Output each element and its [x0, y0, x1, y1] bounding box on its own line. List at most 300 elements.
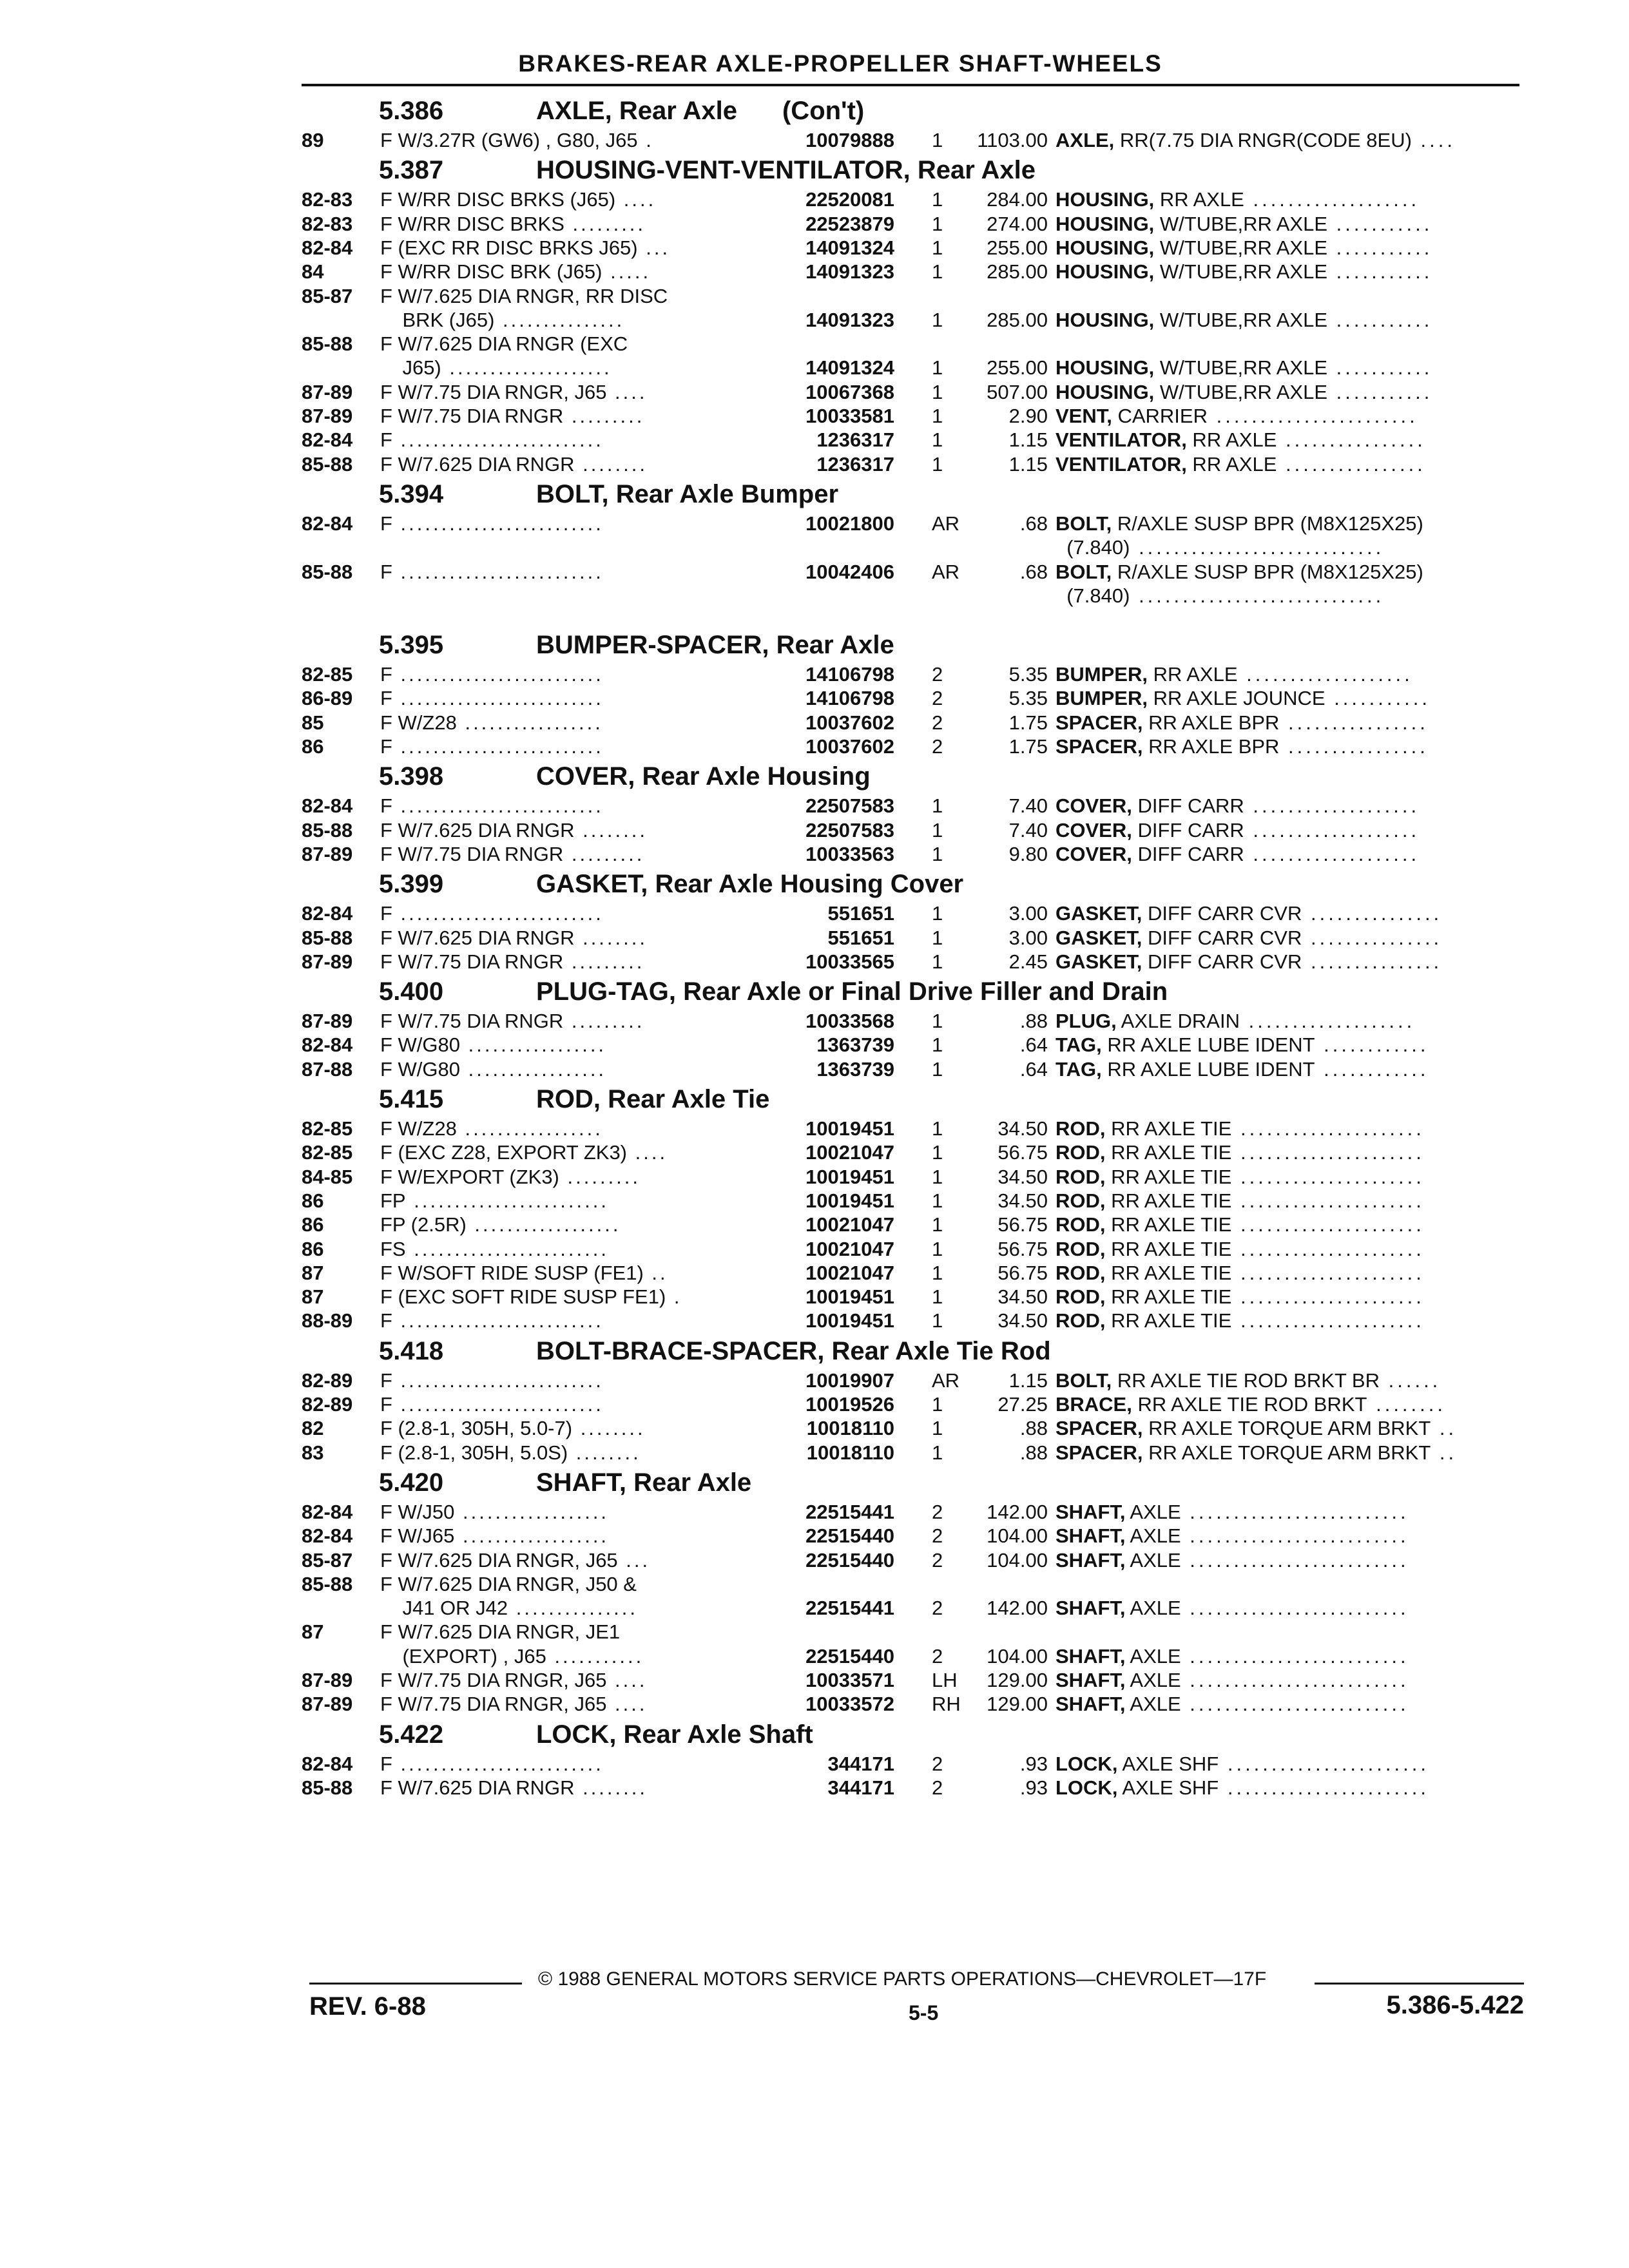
part-number: 22523879 [805, 212, 894, 235]
leader-dots: ............................ [1130, 536, 1385, 559]
part-number: 22515440 [805, 1548, 894, 1571]
model-years: 82-84 [302, 902, 353, 925]
parts-row [302, 711, 1526, 735]
application [380, 332, 1025, 356]
part-description [1055, 843, 1519, 866]
section-number: 5.415 [379, 1085, 444, 1113]
leader-dots: ......................... [1181, 1548, 1409, 1571]
parts-row [302, 663, 1526, 687]
leader-dots: ......................... [392, 512, 604, 535]
part-noun: COVER, [1055, 842, 1132, 865]
list-price: 1.15 [1008, 1369, 1048, 1392]
application [380, 381, 1025, 404]
quantity: 1 [932, 188, 943, 211]
quantity: 1 [932, 1393, 943, 1416]
application-text: F (2.8-1, 305H, 5.0-7) [380, 1417, 573, 1440]
parts-row [302, 819, 1526, 843]
leader-dots: ................... [1244, 842, 1420, 865]
list-price: 7.40 [1008, 794, 1048, 818]
leader-dots: ......................... [1181, 1524, 1409, 1548]
list-price: 1.75 [1008, 735, 1048, 758]
section-number: 5.400 [379, 977, 444, 1006]
leader-dots: ................... [1239, 1010, 1416, 1033]
quantity: 2 [932, 1548, 943, 1571]
parts-row [302, 902, 1526, 926]
part-modifier: W/TUBE,RR AXLE [1154, 308, 1328, 331]
list-price: 104.00 [987, 1548, 1048, 1571]
application [380, 405, 1025, 428]
application [380, 1213, 1025, 1236]
part-noun: HOUSING, [1055, 380, 1155, 403]
part-number: 10033563 [805, 842, 894, 865]
parts-row [302, 236, 1526, 260]
application-text: F W/RR DISC BRKS (J65) [380, 188, 616, 211]
quantity: 2 [932, 663, 943, 686]
application [380, 1645, 1025, 1668]
list-price: 34.50 [998, 1165, 1048, 1188]
leader-dots: ................. [456, 1117, 603, 1140]
part-description [1055, 428, 1519, 452]
part-description [1055, 1010, 1519, 1033]
part-description [1055, 1117, 1519, 1140]
application [380, 285, 1025, 308]
model-years: 87-88 [302, 1057, 353, 1081]
quantity: 2 [932, 1500, 943, 1523]
part-modifier: AXLE [1125, 1548, 1181, 1571]
list-price: 284.00 [987, 188, 1048, 211]
quantity: LH [932, 1669, 958, 1691]
part-noun: ROD, [1055, 1165, 1106, 1188]
list-price: 142.00 [987, 1597, 1048, 1620]
leader-dots: ................. [460, 1033, 607, 1057]
parts-row [302, 309, 1526, 332]
application-text: J65) [380, 356, 441, 380]
leader-dots: ......................... [1181, 1693, 1409, 1716]
quantity: 1 [932, 1189, 943, 1212]
application-text: F W/EXPORT (ZK3) [380, 1165, 559, 1188]
part-number: 14091323 [805, 260, 894, 284]
part-number: 1363739 [816, 1057, 894, 1081]
part-noun: COVER, [1055, 794, 1132, 818]
list-price: .68 [1019, 512, 1048, 535]
part-number: 10037602 [805, 711, 894, 734]
model-years: 82-85 [302, 1141, 353, 1164]
model-years: 82-84 [302, 1500, 353, 1523]
leader-dots: ......................... [392, 794, 604, 818]
application-text: F W/7.625 DIA RNGR, JE1 [380, 1620, 621, 1644]
leader-dots: .. [1431, 1417, 1458, 1440]
part-number: 14106798 [805, 663, 894, 686]
list-price: 142.00 [987, 1500, 1048, 1523]
leader-dots: ..................... [1231, 1285, 1425, 1309]
part-noun: HOUSING, [1055, 212, 1155, 235]
part-number: 14091324 [805, 236, 894, 259]
footer-rule-left [309, 1983, 522, 1984]
part-number: 10019907 [805, 1369, 894, 1392]
section-heading [379, 1720, 813, 1749]
part-number: 14091324 [805, 356, 894, 380]
parts-row [302, 843, 1526, 867]
footer-page-number: 5-5 [909, 2001, 939, 2024]
application [380, 687, 1025, 710]
leader-dots: ............... [508, 1597, 638, 1620]
section-title: SHAFT, Rear Axle [536, 1468, 752, 1497]
parts-row [302, 1238, 1526, 1262]
part-modifier: RR AXLE TIE [1105, 1261, 1232, 1284]
leader-dots: .... [627, 1141, 668, 1164]
footer-revision: REV. 6-88 [309, 1992, 426, 2021]
quantity: 2 [932, 1776, 943, 1799]
model-years: 87-89 [302, 1669, 353, 1691]
section-number: 5.386 [379, 97, 444, 125]
part-description [1055, 1524, 1519, 1548]
model-years: 84 [302, 260, 324, 284]
list-price: 56.75 [998, 1237, 1048, 1260]
list-price: 2.45 [1008, 950, 1048, 973]
leader-dots: .. [1431, 1441, 1458, 1464]
part-noun: ROD, [1055, 1237, 1106, 1260]
part-number: 10042406 [805, 560, 894, 583]
parts-row [302, 536, 1526, 560]
model-years: 82-84 [302, 428, 353, 452]
part-modifier: RR(7.75 DIA RNGR(CODE 8EU) [1114, 129, 1412, 151]
part-number: 10019526 [805, 1393, 894, 1416]
part-number: 14106798 [805, 687, 894, 710]
application [380, 1033, 1025, 1057]
section-title: ROD, Rear Axle Tie [536, 1085, 770, 1113]
quantity: 2 [932, 735, 943, 758]
leader-dots: ......... [559, 1165, 641, 1188]
section-number: 5.395 [379, 631, 444, 660]
part-description [1055, 950, 1519, 974]
list-price: 3.00 [1008, 902, 1048, 925]
application [380, 1501, 1025, 1524]
application-text: F [380, 663, 392, 686]
leader-dots: ......... [564, 212, 646, 235]
application [380, 1669, 1025, 1692]
part-number: 10019451 [805, 1189, 894, 1212]
quantity: 2 [932, 1644, 943, 1667]
part-description [1055, 309, 1519, 332]
list-price: 104.00 [987, 1524, 1048, 1548]
part-noun: SHAFT, [1055, 1500, 1126, 1523]
part-description [1055, 735, 1519, 758]
application-text: FP (2.5R) [380, 1213, 467, 1236]
application-text: F (2.8-1, 305H, 5.0S) [380, 1441, 568, 1464]
list-price: 56.75 [998, 1141, 1048, 1164]
model-years: 82-84 [302, 512, 353, 535]
model-years: 85-88 [302, 452, 353, 476]
application-text: F W/G80 [380, 1033, 461, 1057]
part-description [1055, 819, 1519, 842]
application-text: F (EXC RR DISC BRKS J65) [380, 236, 638, 259]
application-text: F [380, 794, 392, 818]
list-price: .64 [1019, 1057, 1048, 1081]
model-years: 82 [302, 1417, 324, 1440]
part-description [1055, 1166, 1519, 1189]
parts-row [302, 428, 1526, 452]
part-description [1055, 902, 1519, 925]
part-description [1055, 1549, 1519, 1572]
model-years: 82-84 [302, 794, 353, 818]
footer-rule-right [1315, 1983, 1524, 1984]
application-text: F [380, 560, 392, 583]
leader-dots: ....................... [1208, 405, 1418, 427]
part-modifier: RR AXLE TIE [1105, 1165, 1232, 1188]
quantity: RH [932, 1693, 961, 1716]
part-modifier: RR AXLE TIE [1105, 1141, 1232, 1164]
model-years: 85-88 [302, 560, 353, 583]
part-noun: VENTILATOR, [1055, 428, 1187, 452]
leader-dots: ................. [460, 1057, 607, 1081]
part-number: 10021047 [805, 1261, 894, 1284]
parts-row [302, 1417, 1526, 1441]
application [380, 1549, 1025, 1572]
part-noun: SPACER, [1055, 711, 1143, 734]
quantity: 1 [932, 1010, 943, 1033]
list-price: 507.00 [987, 380, 1048, 403]
application-text: F W/7.625 DIA RNGR (EXC [380, 332, 628, 356]
part-description [1055, 1285, 1519, 1309]
part-modifier: DIFF CARR CVR [1142, 902, 1302, 925]
part-noun: ROD, [1055, 1117, 1106, 1140]
quantity: 2 [932, 711, 943, 734]
parts-row [302, 285, 1526, 309]
part-noun: SHAFT, [1055, 1644, 1126, 1667]
part-noun: ROD, [1055, 1285, 1106, 1309]
leader-dots: .. [643, 1261, 668, 1284]
application [380, 188, 1025, 211]
application [380, 260, 1025, 284]
list-price: 285.00 [987, 260, 1048, 284]
parts-row [302, 453, 1526, 477]
application [380, 950, 1025, 974]
application [380, 1238, 1025, 1261]
part-noun: SPACER, [1055, 735, 1143, 758]
quantity: 1 [932, 1261, 943, 1284]
list-price: 5.35 [1008, 663, 1048, 686]
quantity: 1 [932, 950, 943, 973]
list-price: 255.00 [987, 236, 1048, 259]
part-number: 1363739 [816, 1033, 894, 1057]
part-number: 10037602 [805, 735, 894, 758]
model-years: 82-89 [302, 1393, 353, 1416]
quantity: 2 [932, 1524, 943, 1548]
part-modifier: RR AXLE [1147, 663, 1238, 686]
application [380, 1262, 1025, 1285]
part-modifier: R/AXLE SUSP BPR (M8X125X25) [1112, 512, 1423, 535]
part-description [1055, 512, 1519, 535]
quantity: 1 [932, 1213, 943, 1236]
section-number: 5.422 [379, 1720, 444, 1749]
quantity: AR [932, 512, 960, 535]
part-number: 344171 [827, 1752, 894, 1775]
part-modifier: W/TUBE,RR AXLE [1154, 380, 1328, 403]
part-modifier: RR AXLE JOUNCE [1147, 687, 1325, 710]
leader-dots: ................... [1244, 818, 1420, 841]
leader-dots: ............ [1315, 1057, 1429, 1081]
parts-row [302, 405, 1526, 428]
model-years: 89 [302, 129, 324, 151]
application-text: F [380, 1393, 392, 1416]
application [380, 129, 1025, 152]
list-price: 274.00 [987, 212, 1048, 235]
parts-row [302, 1213, 1526, 1237]
parts-row [302, 213, 1526, 236]
quantity: 1 [932, 1141, 943, 1164]
model-years: 85-88 [302, 926, 353, 949]
application [380, 1753, 1025, 1776]
application [380, 843, 1025, 866]
parts-row [302, 1393, 1526, 1417]
part-noun: SHAFT, [1055, 1548, 1126, 1571]
leader-dots: .... [606, 1669, 648, 1691]
leader-dots: ......................... [1181, 1500, 1409, 1523]
quantity: 1 [932, 236, 943, 259]
part-modifier: AXLE [1125, 1500, 1181, 1523]
parts-row [302, 1309, 1526, 1333]
part-noun: GASKET, [1055, 902, 1142, 925]
part-description [1055, 213, 1519, 236]
model-years: 87-89 [302, 1693, 353, 1716]
leader-dots: ........... [1325, 687, 1431, 710]
part-noun: AXLE, [1055, 129, 1115, 151]
application [380, 1141, 1025, 1164]
leader-dots: ......................... [392, 1369, 604, 1392]
part-modifier: AXLE [1125, 1644, 1181, 1667]
application-text: F [380, 735, 392, 758]
leader-dots: ......................... [392, 735, 604, 758]
section-number: 5.420 [379, 1468, 444, 1497]
application [380, 561, 1025, 584]
part-noun: BOLT, [1055, 1369, 1112, 1392]
leader-dots: ..................... [1231, 1189, 1425, 1212]
application-text: F W/7.75 DIA RNGR [380, 1010, 564, 1033]
part-description [1055, 663, 1519, 686]
list-price: .93 [1019, 1752, 1048, 1775]
part-number: 10033581 [805, 405, 894, 427]
part-description [1055, 561, 1519, 584]
part-noun: HOUSING, [1055, 308, 1155, 331]
leader-dots: ................ [1277, 452, 1426, 476]
model-years: 87 [302, 1620, 324, 1644]
parts-row [302, 1620, 1526, 1644]
application [380, 1441, 1025, 1465]
model-years: 82-83 [302, 212, 353, 235]
leader-dots: ................ [1279, 711, 1429, 734]
part-modifier: DIFF CARR [1132, 818, 1244, 841]
part-description [1055, 1238, 1519, 1261]
application-text: F W/7.625 DIA RNGR, RR DISC [380, 284, 668, 307]
model-years: 86-89 [302, 687, 353, 710]
leader-dots: ........................ [405, 1189, 609, 1212]
part-number: 10021047 [805, 1213, 894, 1236]
part-number: 10079888 [805, 129, 894, 151]
list-price: 56.75 [998, 1213, 1048, 1236]
application [380, 512, 1025, 535]
leader-dots: ............... [1302, 950, 1443, 973]
application-text: (EXPORT) , J65 [380, 1644, 546, 1667]
parts-row [302, 1501, 1526, 1524]
part-description [1055, 1141, 1519, 1164]
application-text: F W/RR DISC BRK (J65) [380, 260, 602, 284]
parts-row [302, 584, 1526, 608]
model-years: 86 [302, 735, 324, 758]
leader-dots: ..................... [1231, 1213, 1425, 1236]
part-number: 10018110 [806, 1417, 894, 1440]
leader-dots: ........ [574, 1776, 648, 1799]
application-text: F [380, 512, 392, 535]
application-text: F W/7.625 DIA RNGR [380, 818, 575, 841]
list-price: 34.50 [998, 1117, 1048, 1140]
part-noun: SPACER, [1055, 1441, 1143, 1464]
part-modifier: RR AXLE TIE [1105, 1117, 1232, 1140]
quantity: 1 [932, 1165, 943, 1188]
leader-dots: ......................... [1181, 1644, 1409, 1667]
leader-dots: ..................... [1231, 1237, 1425, 1260]
model-years: 82-89 [302, 1369, 353, 1392]
model-years: 87-89 [302, 1010, 353, 1033]
section-continued: (Con't) [782, 97, 865, 125]
application-text: FP [380, 1189, 406, 1212]
list-price: 104.00 [987, 1644, 1048, 1667]
quantity: 1 [932, 129, 943, 151]
quantity: 1 [932, 452, 943, 476]
leader-dots: ..................... [1231, 1309, 1425, 1332]
model-years: 87-89 [302, 950, 353, 973]
application [380, 1010, 1025, 1033]
application [380, 1166, 1025, 1189]
section-title: LOCK, Rear Axle Shaft [536, 1720, 813, 1749]
parts-row [302, 332, 1526, 356]
parts-row [302, 687, 1526, 711]
part-modifier: RR AXLE TIE [1105, 1237, 1232, 1260]
parts-row [302, 1058, 1526, 1082]
part-number: 10019451 [805, 1117, 894, 1140]
footer-section-range: 5.386-5.422 [1386, 1991, 1524, 2019]
parts-row [302, 794, 1526, 818]
part-modifier: AXLE DRAIN [1116, 1010, 1240, 1033]
application-text: J41 OR J42 [380, 1597, 508, 1620]
quantity: 1 [932, 1285, 943, 1309]
part-description [1055, 1645, 1519, 1668]
part-modifier: RR AXLE TORQUE ARM BRKT [1142, 1417, 1431, 1440]
part-number: 22515440 [805, 1524, 894, 1548]
part-description [1055, 1189, 1519, 1213]
model-years: 87-89 [302, 842, 353, 865]
leader-dots: .... [615, 188, 657, 211]
application [380, 1285, 1025, 1309]
parts-row [302, 1669, 1526, 1693]
leader-dots: .................. [466, 1213, 621, 1236]
part-modifier: RR AXLE [1154, 188, 1244, 211]
part-number: 10033568 [805, 1010, 894, 1033]
leader-dots: ......................... [392, 1309, 604, 1332]
quantity: 1 [932, 794, 943, 818]
part-description [1055, 1262, 1519, 1285]
list-price: 34.50 [998, 1309, 1048, 1332]
part-noun: SHAFT, [1055, 1524, 1126, 1548]
part-modifier: DIFF CARR CVR [1142, 950, 1302, 973]
leader-dots: ............... [1302, 926, 1443, 949]
section-number: 5.387 [379, 156, 444, 185]
application-text: F W/7.625 DIA RNGR [380, 1776, 575, 1799]
leader-dots: ......................... [392, 1393, 604, 1416]
part-description [1055, 794, 1519, 818]
part-number: 551651 [827, 902, 894, 925]
parts-row [302, 1441, 1526, 1465]
leader-dots: .................. [454, 1524, 610, 1548]
